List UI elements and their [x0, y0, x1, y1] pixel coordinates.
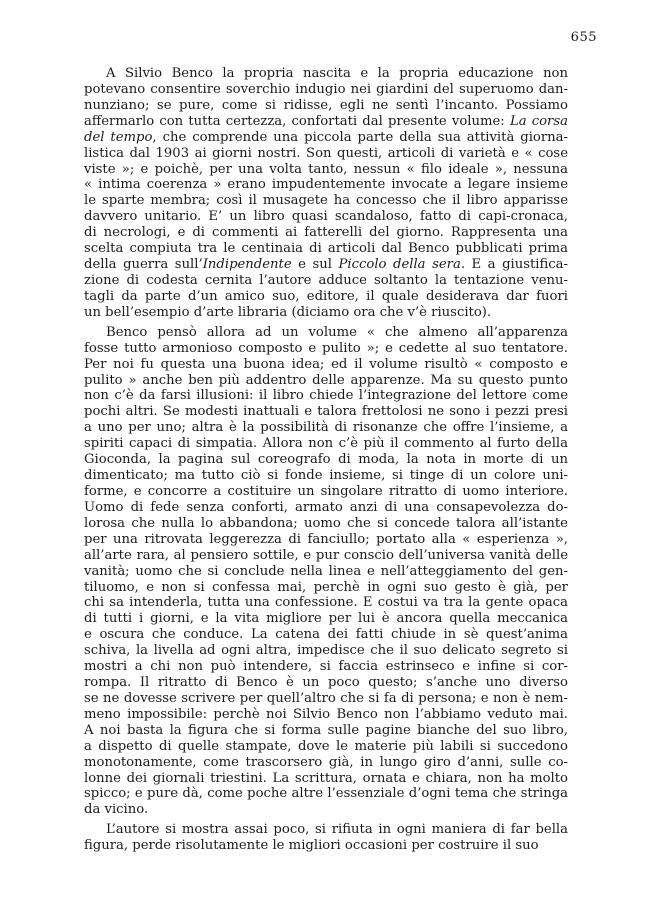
- text-line: chi sa intenderla, tutta una confessione. E costui va tra la gente opaca: [84, 595, 568, 611]
- text-line: a uno per uno; altra è la possibilità di risonanze che offre l’insieme, a: [84, 420, 568, 436]
- paragraph-2: [84, 325, 568, 819]
- text-line: zione di codesta cernita l’autore adduce soltanto la tentazione venu-: [84, 272, 568, 288]
- text-line: tiluomo, e non si confessa mai, perchè in ogni suo gesto è già, per: [84, 579, 568, 595]
- text-line: di necrologi, e di commenti ai fatterelli del giorno. Rappresenta una: [84, 225, 568, 241]
- text-line: monotonamente, come trascorsero già, in lungo giro d’anni, sulle co-: [84, 754, 568, 770]
- text-line: da vicino.: [84, 802, 149, 818]
- text-line: « intima coerenza » erano impudentemente invocate a legare insieme: [84, 177, 568, 193]
- text-line: fosse tutto armonioso composto e pulito »; e cedette al suo tentatore.: [84, 340, 568, 356]
- text-line: del tempo, che comprende una piccola parte della sua attività giorna-: [84, 129, 568, 145]
- text-line: forme, e concorre a costituire un singolare ritratto di uomo interiore.: [84, 483, 568, 499]
- article-body: [84, 66, 568, 854]
- text-line: A noi basta la figura che si forma sulle pagine bianche del suo libro,: [84, 722, 568, 738]
- text-line: vanità; uomo che si conclude nella linea e nell’atteggiamento del gen-: [84, 563, 568, 579]
- text-line: nunziano; se pure, come si ridisse, egli ne sentì l’incanto. Possiamo: [84, 97, 568, 113]
- paragraph-3: [84, 822, 568, 854]
- text-line: rompa. Il ritratto di Benco è un poco questo; s’anche uno diverso: [84, 675, 568, 691]
- text-line: L’autore si mostra assai poco, si rifiuta in ogni maniera di far bella: [106, 822, 568, 838]
- text-line: Benco pensò allora ad un volume « che almeno all’apparenza: [106, 324, 568, 340]
- text-line: spicco; e pure dà, come poche altre l’essenziale d’ogni tema che stringa: [84, 786, 568, 802]
- text-line: non c’è da farsi illusioni: il libro chiede l’integrazione del lettore come: [84, 388, 568, 404]
- text-line: della guerra sull’Indipendente e sul Piccolo della sera. E a giustifica-: [84, 257, 569, 273]
- text-line: lorosa che nulla lo abbandona; uomo che si concede talora all’istante: [84, 515, 568, 531]
- paragraph-1: [84, 66, 568, 321]
- text-line: e oscura che conduce. La catena dei fatti chiude in sè quest’anima: [84, 627, 568, 643]
- text-line: di tutti i giorni, e la vita migliore per lui è ancora quella meccanica: [84, 611, 568, 627]
- text-line: a dispetto di quelle stampate, dove le materie più labili si succedono: [84, 738, 568, 754]
- text-line: scelta compiuta tra le centinaia di articoli dal Benco pubblicati prima: [84, 241, 568, 257]
- text-line: Gioconda, la pagina sul coreografo di moda, la nota in morte di un: [84, 452, 568, 468]
- text-line: per una ritrovata leggerezza di fanciullo; portato alla « esperienza »,: [84, 531, 568, 547]
- text-line: spiriti capaci di simpatia. Allora non c’è più il commento al furto della: [84, 436, 568, 452]
- text-line: lonne dei giornali triestini. La scrittura, ornata e chiara, non ha molto: [84, 770, 568, 786]
- text-line: davvero unitario. E’ un libro quasi scandaloso, fatto di capi-cronaca,: [84, 209, 568, 225]
- text-line: potevano consentire soverchio indugio nei giardini del superuomo dan-: [84, 81, 568, 97]
- text-line: Per noi fu questa una buona idea; ed il volume risultò « composto e: [84, 356, 568, 372]
- text-line: Uomo di fede senza conforti, armato anzi di una consapevolezza do-: [84, 499, 568, 515]
- text-line: mostri a chi non può intendere, si faccia estrinseco e infine si cor-: [84, 659, 568, 675]
- text-line: affermarlo con tutta certezza, confortati dal presente volume: La corsa: [84, 113, 568, 129]
- text-line: tagli da parte d’un amico suo, editore, il quale desiderava dar fuori: [84, 288, 568, 304]
- text-line: un bell’esempio d’arte libraria (diciamo ora che v’è riuscito).: [84, 304, 492, 320]
- text-line: pulito » anche ben più addentro delle apparenze. Ma su questo punto: [84, 372, 568, 388]
- text-line: le sparte membra; così il musagete ha concesso che il libro apparisse: [84, 193, 568, 209]
- text-line: listica dal 1903 ai giorni nostri. Son questi, articoli di varietà e « cose: [84, 145, 568, 161]
- text-line: viste »; e poichè, per una volta tanto, nessun « filo ideale », nessuna: [84, 161, 568, 177]
- text-line: A Silvio Benco la propria nascita e la propria educazione non: [106, 66, 568, 81]
- text-line: pochi altri. Se modesti inattuali e talora frettolosi ne sono i pezzi presi: [84, 404, 568, 420]
- text-line: figura, perde risolutamente le migliori occasioni per costruire il suo: [84, 838, 539, 854]
- text-line: meno impossibile: perchè noi Silvio Benco non l’abbiamo veduto mai.: [84, 706, 568, 722]
- text-line: all’arte rara, al pensiero sottile, e pur conscio dell’universa vanità delle: [84, 547, 568, 563]
- page-number: 655: [570, 30, 597, 45]
- text-line: dimenticato; ma tutto ciò si fonde insieme, si tinge di un colore uni-: [84, 468, 568, 484]
- text-line: schiva, la livella ad ogni altra, impedisce che il suo delicato segreto si: [84, 643, 568, 659]
- text-line: se ne dovesse scrivere per quell’altro che si fa di persona; e non è nem-: [84, 690, 568, 706]
